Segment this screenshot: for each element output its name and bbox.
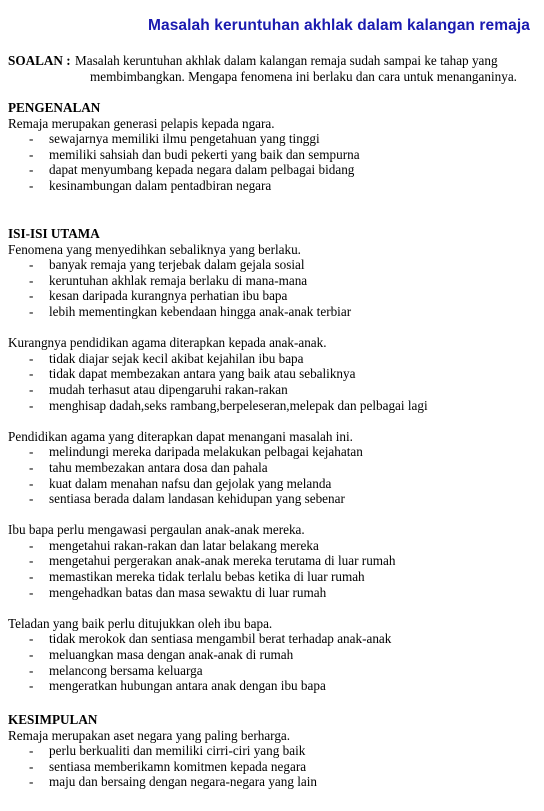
bullet-list: [8, 538, 538, 600]
dash-bullet: -: [29, 131, 34, 147]
dash-bullet: -: [29, 257, 34, 273]
dash-bullet: -: [29, 743, 34, 759]
list-item: - banyak remaja yang terjebak dalam gejala sosial: [29, 257, 305, 273]
bullet-list: [8, 131, 538, 193]
list-item: - keruntuhan akhlak remaja berlaku di mana-mana: [29, 272, 308, 288]
list-item: - perlu berkualiti dan memiliki cirri-ciri yang baik: [29, 743, 306, 759]
question-line-2: membimbangkan. Mengapa fenomena ini berlaku dan cara untuk menanganinya.: [90, 68, 517, 84]
list-item: - maju dan bersaing dengan negara-negara yang lain: [29, 774, 318, 790]
dash-bullet: -: [29, 146, 34, 162]
bullet-list: [8, 351, 538, 413]
point-group: [8, 429, 538, 507]
point-group: [8, 616, 538, 694]
section-introduction: [8, 100, 538, 194]
list-item: - tidak merokok dan sentiasa mengambil berat terhadap anak-anak: [29, 631, 392, 647]
list-item: - mengeratkan hubungan antara anak dengan ibu bapa: [29, 678, 326, 694]
dash-bullet: -: [29, 459, 34, 475]
dash-bullet: -: [29, 537, 34, 553]
point-group: [8, 522, 538, 600]
list-item: - meluangkan masa dengan anak-anak di rumah: [29, 647, 294, 663]
dash-bullet: -: [29, 678, 34, 694]
dash-bullet: -: [29, 162, 34, 178]
dash-bullet: -: [29, 303, 34, 319]
list-item: - mengehadkan batas dan masa sewaktu di luar rumah: [29, 584, 327, 600]
point-intro: Ibu bapa perlu mengawasi pergaulan anak-anak mereka.: [8, 522, 305, 538]
bullet-list: [8, 743, 538, 790]
section-heading: KESIMPULAN: [8, 712, 98, 727]
dash-bullet: -: [29, 553, 34, 569]
bullet-list: [8, 631, 538, 693]
list-item: - melindungi mereka daripada melakukan pelbagai kejahatan: [29, 444, 363, 460]
dash-bullet: -: [29, 569, 34, 585]
list-item: - kesinambungan dalam pentadbiran negara: [29, 177, 272, 193]
list-item: - sentiasa berada dalam landasan kehidupan yang sebenar: [29, 491, 345, 507]
dash-bullet: -: [29, 774, 34, 790]
section-main-points: [8, 226, 538, 694]
point-group: [8, 335, 538, 413]
bullet-list: [8, 444, 538, 506]
point-intro: Fenomena yang menyedihkan sebaliknya yang berlaku.: [8, 241, 301, 257]
question-line-1: Masalah keruntuhan akhlak dalam kalangan remaja sudah sampai ke tahap yang: [75, 53, 498, 68]
list-item: - memastikan mereka tidak terlalu bebas ketika di luar rumah: [29, 569, 365, 585]
section-intro: Remaja merupakan generasi pelapis kepada ngara.: [8, 115, 275, 131]
point-intro: Pendidikan agama yang diterapkan dapat menangani masalah ini.: [8, 428, 353, 444]
point-intro: Teladan yang baik perlu ditujukkan oleh ibu bapa.: [8, 615, 273, 631]
dash-bullet: -: [29, 381, 34, 397]
dash-bullet: -: [29, 272, 34, 288]
list-item: - lebih mementingkan kebendaan hingga anak-anak terbiar: [29, 303, 352, 319]
list-item: - tidak dapat membezakan antara yang baik atau sebaliknya: [29, 366, 356, 382]
list-item: - memiliki sahsiah dan budi pekerti yang baik dan sempurna: [29, 146, 360, 162]
list-item: - sewajarnya memiliki ilmu pengetahuan yang tinggi: [29, 131, 320, 147]
list-item: - menghisap dadah,seks rambang,berpeleseran,melepak dan pelbagai lagi: [29, 397, 428, 413]
list-item: - kesan daripada kurangnya perhatian ibu bapa: [29, 288, 288, 304]
dash-bullet: -: [29, 491, 34, 507]
list-item: - tahu membezakan antara dosa dan pahala: [29, 459, 268, 475]
list-item: - mudah terhasut atau dipengaruhi rakan-rakan: [29, 381, 288, 397]
list-item: - dapat menyumbang kepada negara dalam pelbagai bidang: [29, 162, 355, 178]
section-conclusion: [8, 712, 538, 790]
dash-bullet: -: [29, 288, 34, 304]
dash-bullet: -: [29, 177, 34, 193]
section-heading: PENGENALAN: [8, 100, 101, 115]
dash-bullet: -: [29, 584, 34, 600]
page-title: Masalah keruntuhan akhlak dalam kalangan remaja: [147, 17, 530, 34]
section-intro: Remaja merupakan aset negara yang paling berharga.: [8, 727, 291, 743]
list-item: - mengetahui rakan-rakan dan latar belakang mereka: [29, 537, 319, 553]
dash-bullet: -: [29, 397, 34, 413]
list-item: - kuat dalam menahan nafsu dan gejolak yang melanda: [29, 475, 332, 491]
question-text: [75, 53, 535, 84]
dash-bullet: -: [29, 366, 34, 382]
dash-bullet: -: [29, 631, 34, 647]
dash-bullet: -: [29, 350, 34, 366]
section-heading: ISI-ISI UTAMA: [8, 226, 100, 241]
list-item: - melancong bersama keluarga: [29, 662, 203, 678]
list-item: - mengetahui pergerakan anak-anak mereka terutama di luar rumah: [29, 553, 396, 569]
dash-bullet: -: [29, 758, 34, 774]
bullet-list: [8, 257, 538, 319]
list-item: - sentiasa memberikamn komitmen kepada negara: [29, 758, 307, 774]
dash-bullet: -: [29, 647, 34, 663]
question-label: SOALAN :: [8, 53, 71, 68]
dash-bullet: -: [29, 475, 34, 491]
point-group: [8, 242, 538, 320]
point-intro: Kurangnya pendidikan agama diterapkan kepada anak-anak.: [8, 335, 327, 351]
dash-bullet: -: [29, 444, 34, 460]
list-item: - tidak diajar sejak kecil akibat kejahilan ibu bapa: [29, 350, 304, 366]
dash-bullet: -: [29, 662, 34, 678]
